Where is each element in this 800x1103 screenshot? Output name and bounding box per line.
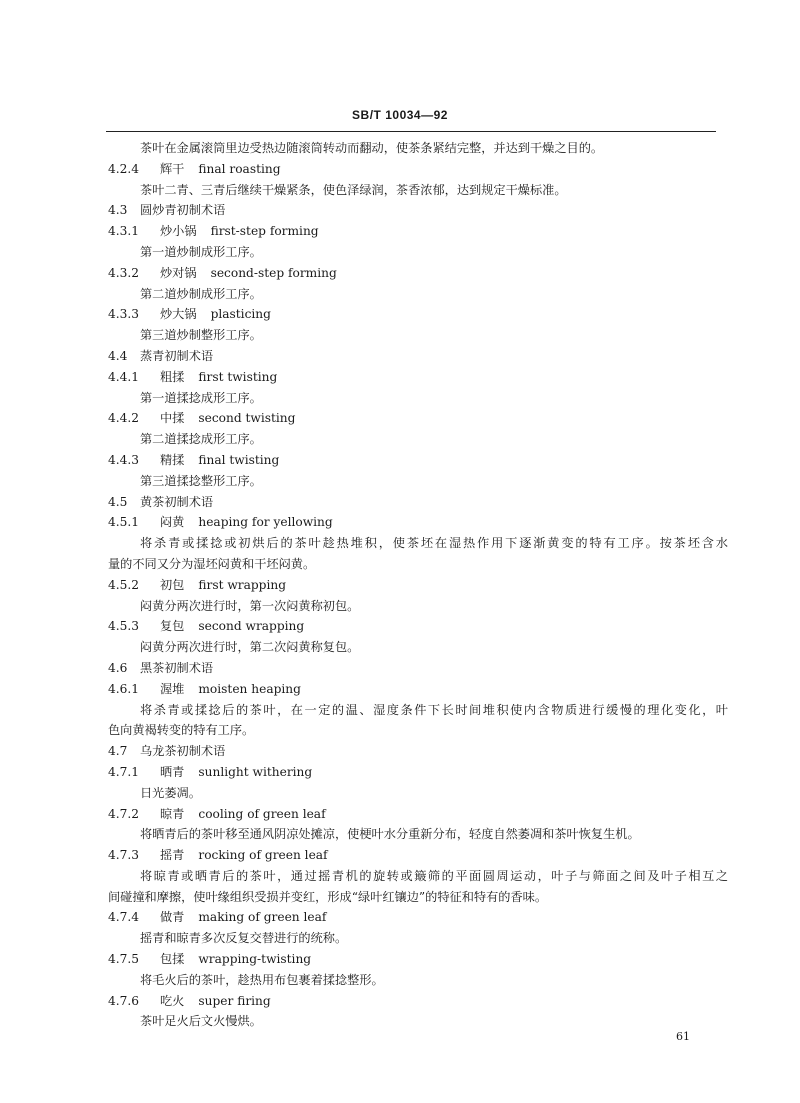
- definition-continuation: 间碰撞和摩擦，使叶缘组织受损并变红，形成“绿叶红镶边”的特征和特有的香味。: [108, 889, 548, 904]
- term-heading: [160, 845, 328, 866]
- term-entry: [108, 616, 728, 637]
- term-english: second wrapping: [198, 619, 305, 634]
- term-english: plasticing: [210, 307, 271, 322]
- definition-text: 第三道揉捻整形工序。: [140, 473, 262, 488]
- term-entry: [108, 991, 728, 1012]
- clause-number: 4.4.2: [108, 411, 140, 426]
- definition-text: 将杀青或揉捻后的茶叶，在一定的温、湿度条件下长时间堆积使内含物质进行缓慢的理化变化，叶: [140, 702, 728, 717]
- term-chinese: 摇青: [160, 848, 185, 863]
- definition-continuation: 量的不同又分为湿坯闷黄和干坯闷黄。: [108, 556, 316, 571]
- clause-number: 4.3.2: [108, 265, 140, 280]
- definition-text: 将晒青后的茶叶移至通风阴凉处摊凉，使梗叶水分重新分布，轻度自然萎凋和茶叶恢复生机。: [140, 827, 640, 842]
- term-chinese: 粗揉: [160, 369, 185, 384]
- term-entry: [108, 512, 728, 533]
- clause-number: 4.7.3: [108, 848, 140, 863]
- term-entry: [108, 367, 728, 388]
- clause-number: 4.5.1: [108, 515, 140, 530]
- term-entry: [108, 907, 728, 928]
- section-number: 4.4: [108, 348, 128, 363]
- clause-number: 4.2.4: [108, 161, 140, 176]
- term-chinese: 初包: [160, 577, 185, 592]
- term-chinese: 做青: [160, 910, 185, 925]
- term-heading: [160, 263, 337, 284]
- term-chinese: 复包: [160, 619, 185, 634]
- definition-text: 摇青和晾青多次反复交替进行的统称。: [140, 931, 348, 946]
- page-number: 61: [676, 1030, 690, 1043]
- clause-number: 4.5.2: [108, 577, 140, 592]
- term-english: second-step forming: [210, 265, 337, 280]
- term-heading: [160, 450, 279, 471]
- definition-text: 闷黄分两次进行时，第一次闷黄称初包。: [140, 598, 360, 613]
- definition-text: 茶叶二青、三青后继续干燥紧条，使色泽绿润，茶香浓郁，达到规定干燥标准。: [140, 182, 567, 197]
- term-entry: [108, 845, 728, 866]
- section-title: 黑茶初制术语: [140, 660, 214, 675]
- term-chinese: 闷黄: [160, 515, 185, 530]
- section-title: 乌龙茶初制术语: [140, 744, 226, 759]
- term-heading: [160, 575, 286, 596]
- definition-text: 闷黄分两次进行时，第二次闷黄称复包。: [140, 640, 360, 655]
- definition-text: 第二道揉捻成形工序。: [140, 432, 262, 447]
- term-chinese: 吃火: [160, 993, 185, 1008]
- section-heading: [108, 658, 728, 679]
- clause-number: 4.7.4: [108, 910, 140, 925]
- clause-number: 4.4.1: [108, 369, 140, 384]
- definition-text: 第一道炒制成形工序。: [140, 244, 262, 259]
- term-heading: [160, 991, 271, 1012]
- term-entry: [108, 762, 728, 783]
- term-chinese: 炒大锅: [160, 307, 197, 322]
- section-number: 4.5: [108, 494, 128, 509]
- term-chinese: 辉干: [160, 161, 185, 176]
- definition-continuation: 色向黄褐转变的特有工序。: [108, 723, 255, 738]
- term-heading: [160, 367, 277, 388]
- term-english: first twisting: [198, 369, 278, 384]
- term-chinese: 炒小锅: [160, 224, 197, 239]
- document-body: [108, 138, 728, 1032]
- term-entry: [108, 221, 728, 242]
- term-heading: [160, 762, 312, 783]
- clause-number: 4.4.3: [108, 452, 140, 467]
- term-entry: [108, 949, 728, 970]
- term-entry: [108, 304, 728, 325]
- term-entry: [108, 575, 728, 596]
- clause-number: 4.7.1: [108, 764, 140, 779]
- definition-text: 茶叶足火后文火慢烘。: [140, 1014, 262, 1029]
- term-heading: [160, 804, 326, 825]
- term-heading: [160, 949, 311, 970]
- clause-number: 4.5.3: [108, 619, 140, 634]
- term-english: cooling of green leaf: [198, 806, 326, 821]
- clause-number: 4.6.1: [108, 681, 140, 696]
- term-heading: [160, 512, 333, 533]
- term-english: making of green leaf: [198, 910, 327, 925]
- term-entry: [108, 159, 728, 180]
- section-number: 4.3: [108, 203, 128, 218]
- section-heading: [108, 492, 728, 513]
- section-number: 4.6: [108, 660, 128, 675]
- term-english: heaping for yellowing: [198, 515, 333, 530]
- term-chinese: 渥堆: [160, 681, 185, 696]
- term-english: sunlight withering: [198, 764, 313, 779]
- term-entry: [108, 263, 728, 284]
- definition-text: 将杀青或揉捻或初烘后的茶叶趁热堆积，使茶坯在湿热作用下逐渐黄变的特有工序。按茶坯含水: [140, 536, 728, 551]
- term-heading: [160, 221, 319, 242]
- clause-number: 4.3.1: [108, 224, 140, 239]
- clause-number: 4.7.2: [108, 806, 140, 821]
- section-title: 蒸青初制术语: [140, 348, 214, 363]
- term-chinese: 包揉: [160, 952, 185, 967]
- section-title: 黄茶初制术语: [140, 494, 214, 509]
- section-title: 圆炒青初制术语: [140, 203, 226, 218]
- section-heading: [108, 346, 728, 367]
- term-heading: [160, 616, 304, 637]
- term-heading: [160, 304, 271, 325]
- term-entry: [108, 408, 728, 429]
- term-entry: [108, 679, 728, 700]
- section-number: 4.7: [108, 744, 128, 759]
- page-header-code: SB/T 10034—92: [352, 108, 448, 122]
- term-english: wrapping-twisting: [198, 952, 312, 967]
- definition-text: 将晾青或晒青后的茶叶，通过摇青机的旋转或簸筛的平面圆周运动，叶子与筛面之间及叶子相互之: [140, 868, 728, 883]
- term-heading: [160, 159, 281, 180]
- term-english: final twisting: [198, 452, 280, 467]
- section-heading: [108, 200, 728, 221]
- section-heading: [108, 741, 728, 762]
- term-entry: [108, 450, 728, 471]
- term-chinese: 中揉: [160, 411, 185, 426]
- definition-text: 日光萎凋。: [140, 785, 201, 800]
- term-english: first-step forming: [210, 224, 319, 239]
- term-chinese: 精揉: [160, 452, 185, 467]
- definition-text: 第一道揉捻成形工序。: [140, 390, 262, 405]
- term-heading: [160, 408, 295, 429]
- term-english: first wrapping: [198, 577, 287, 592]
- term-english: final roasting: [198, 161, 281, 176]
- term-entry: [108, 804, 728, 825]
- clause-number: 4.7.6: [108, 993, 140, 1008]
- clause-number: 4.3.3: [108, 307, 140, 322]
- definition-text: 将毛火后的茶叶，趁热用布包裹着揉捻整形。: [140, 972, 384, 987]
- term-english: second twisting: [198, 411, 296, 426]
- definition-text: 茶叶在金属滚筒里边受热边随滚筒转动而翻动，使茶条紧结完整，并达到干燥之目的。: [140, 141, 604, 155]
- term-english: rocking of green leaf: [198, 848, 328, 863]
- term-chinese: 晒青: [160, 764, 185, 779]
- header-rule: [106, 131, 716, 132]
- term-english: moisten heaping: [198, 681, 301, 696]
- definition-text: 第三道炒制整形工序。: [140, 328, 262, 343]
- term-chinese: 炒对锅: [160, 265, 197, 280]
- definition-text: 第二道炒制成形工序。: [140, 286, 262, 301]
- term-english: super firing: [198, 993, 271, 1008]
- clause-number: 4.7.5: [108, 952, 140, 967]
- term-heading: [160, 907, 326, 928]
- term-chinese: 晾青: [160, 806, 185, 821]
- term-heading: [160, 679, 301, 700]
